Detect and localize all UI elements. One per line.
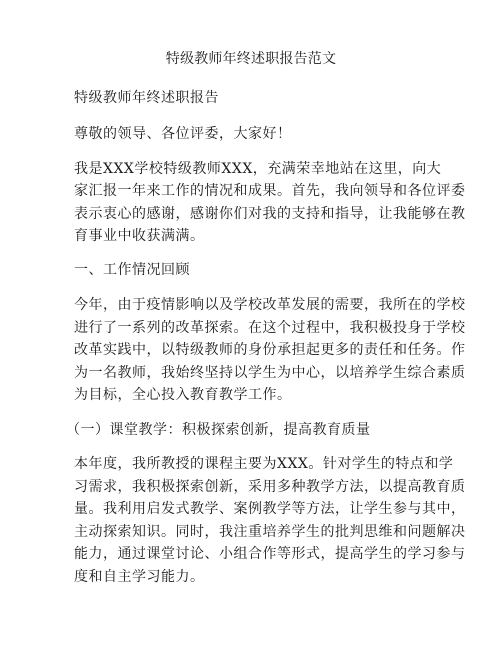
subsection-1-line-1: 本年度，我所教授的课程主要为XXX。针对学生的特点和学: [74, 456, 454, 472]
intro-line-1: 我是XXX学校特级教师XXX，充满荣幸地站在这里，向大: [74, 161, 442, 177]
section-1-line-2: 进行了一系列的改革探索。在这个过程中，我积极投身于学校: [74, 320, 466, 336]
greeting-line: 尊敬的领导、各位评委，大家好！: [74, 126, 292, 142]
section-1-line-5: 为目标，全心投入教育教学工作。: [74, 387, 292, 403]
section-1-heading: 一、工作情况回顾: [74, 262, 190, 278]
section-1-line-3: 改革实践中，以特级教师的身份承担起更多的责任和任务。作: [74, 342, 466, 358]
document-title: 特级教师年终述职报告范文: [165, 51, 337, 67]
subsection-1-heading: （一）课堂教学：积极探索创新，提高教育质量: [66, 422, 371, 438]
intro-line-4: 育事业中收获满满。: [74, 228, 205, 244]
subsection-1-line-5: 能力，通过课堂讨论、小组合作等形式，提高学生的学习参与: [74, 546, 466, 562]
subsection-1-line-6: 度和自主学习能力。: [74, 569, 205, 585]
section-1-line-1: 今年，由于疫情影响以及学校改革发展的需要，我所在的学校: [74, 297, 466, 313]
subsection-1-line-4: 主动探索知识。同时，我注重培养学生的批判思维和问题解决: [74, 524, 466, 540]
intro-line-2: 家汇报一年来工作的情况和成果。首先，我向领导和各位评委: [74, 183, 466, 199]
subsection-1-line-3: 量。我利用启发式教学、案例教学等方法，让学生参与其中，: [74, 501, 466, 517]
section-1-line-4: 为一名教师，我始终坚持以学生为中心，以培养学生综合素质: [74, 365, 466, 381]
intro-line-3: 表示衷心的感谢，感谢你们对我的支持和指导，让我能够在教: [74, 206, 466, 222]
document-subtitle: 特级教师年终述职报告: [74, 90, 219, 106]
subsection-1-line-2: 习需求，我积极探索创新，采用多种教学方法，以提高教育质: [74, 479, 466, 495]
